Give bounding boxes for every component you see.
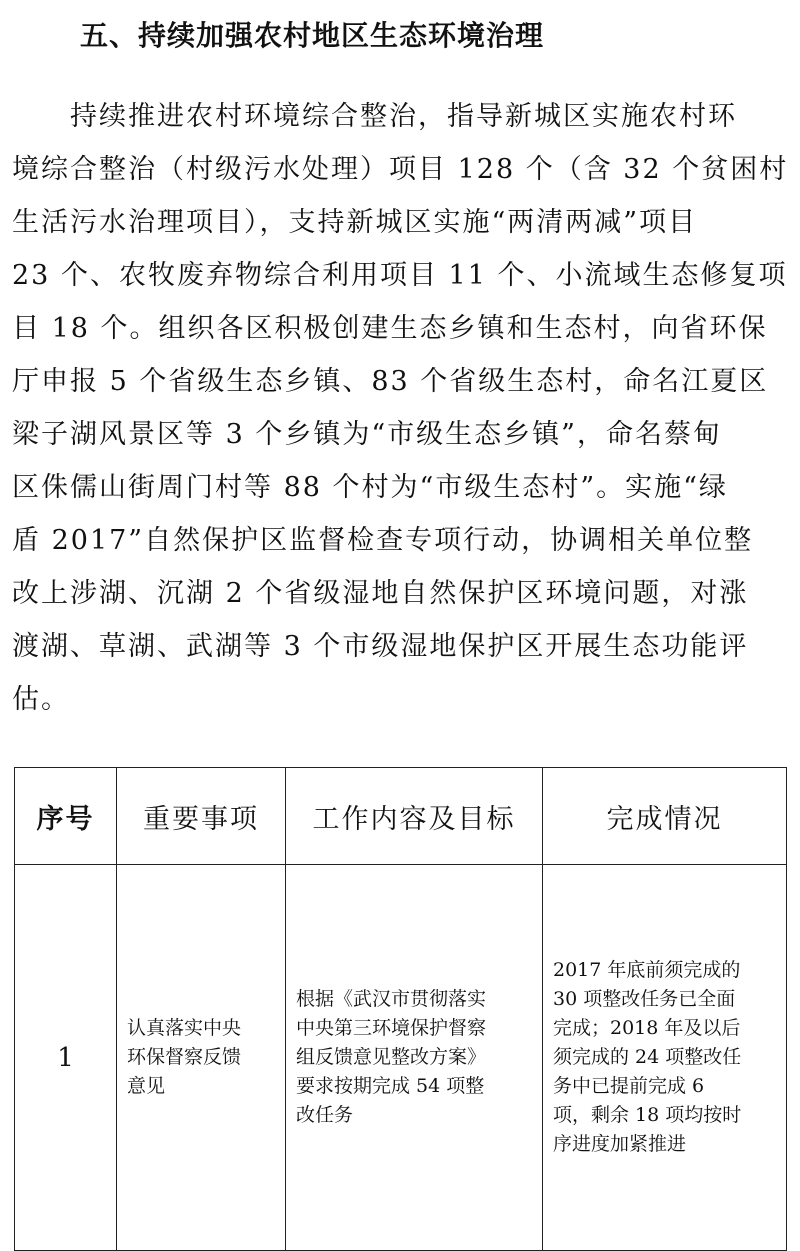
cell-line: 30 项整改任务已全面 (553, 988, 736, 1010)
paragraph-line: 厅申报 5 个省级生态乡镇、83 个省级生态村，命名江夏区 (12, 366, 769, 397)
cell-line: 意见 (127, 1075, 166, 1097)
cell-line: 须完成的 24 项整改任 (553, 1046, 742, 1068)
header-key-item: 重要事项 (117, 768, 286, 865)
cell-line: 2017 年底前须完成的 (553, 959, 741, 981)
table-row (15, 865, 787, 1251)
paragraph-line: 盾 2017”自然保护区监督检查专项行动，协调相关单位整 (12, 525, 754, 556)
cell-line: 务中已提前完成 6 (553, 1075, 705, 1097)
paragraph-line: 目 18 个。组织各区积极创建生态乡镇和生态村，向省环保 (12, 313, 768, 344)
paragraph-line: 境综合整治（村级污水处理）项目 128 个（含 32 个贫困村 (12, 154, 789, 185)
cell-line: 序进度加紧推进 (553, 1133, 687, 1155)
cell-work-content (286, 865, 543, 1251)
cell-key-item (117, 865, 286, 1251)
cell-line: 认真落实中央 (127, 1017, 242, 1039)
section-heading: 五、持续加强农村地区生态环境治理 (80, 19, 545, 52)
paragraph-line: 生活污水治理项目），支持新城区实施“两清两减”项目 (12, 207, 698, 238)
header-serial-number: 序号 (15, 768, 117, 865)
cell-completion-status (543, 865, 787, 1251)
cell-line: 改任务 (296, 1104, 354, 1126)
paragraph-line: 梁子湖风景区等 3 个乡镇为“市级生态乡镇”，命名蔡甸 (12, 419, 722, 450)
task-table (14, 767, 787, 1251)
table-header-row (15, 768, 787, 865)
paragraph-line: 区侏儒山街周门村等 88 个村为“市级生态村”。实施“绿 (12, 472, 728, 503)
paragraph-line: 持续推进农村环境综合整治，指导新城区实施农村环 (12, 101, 737, 132)
cell-line: 中央第三环境保护督察 (296, 1017, 487, 1039)
cell-serial-number: 1 (15, 865, 117, 1251)
cell-line: 项，剩余 18 项均按时 (553, 1104, 742, 1126)
body-paragraph (12, 90, 792, 726)
cell-line: 要求按期完成 54 项整 (296, 1075, 485, 1097)
header-completion-status: 完成情况 (543, 768, 787, 865)
paragraph-line: 23 个、农牧废弃物综合利用项目 11 个、小流域生态修复项 (12, 260, 788, 291)
paragraph-line: 渡湖、草湖、武湖等 3 个市级湿地保护区开展生态功能评 (12, 631, 749, 662)
cell-line: 组反馈意见整改方案》 (296, 1046, 487, 1068)
cell-line: 根据《武汉市贯彻落实 (296, 988, 487, 1010)
cell-line: 完成；2018 年及以后 (553, 1017, 741, 1039)
cell-line: 环保督察反馈 (127, 1046, 242, 1068)
header-work-content: 工作内容及目标 (286, 768, 543, 865)
paragraph-line: 改上涉湖、沉湖 2 个省级湿地自然保护区环境问题，对涨 (12, 578, 749, 609)
paragraph-line: 估。 (12, 684, 70, 715)
